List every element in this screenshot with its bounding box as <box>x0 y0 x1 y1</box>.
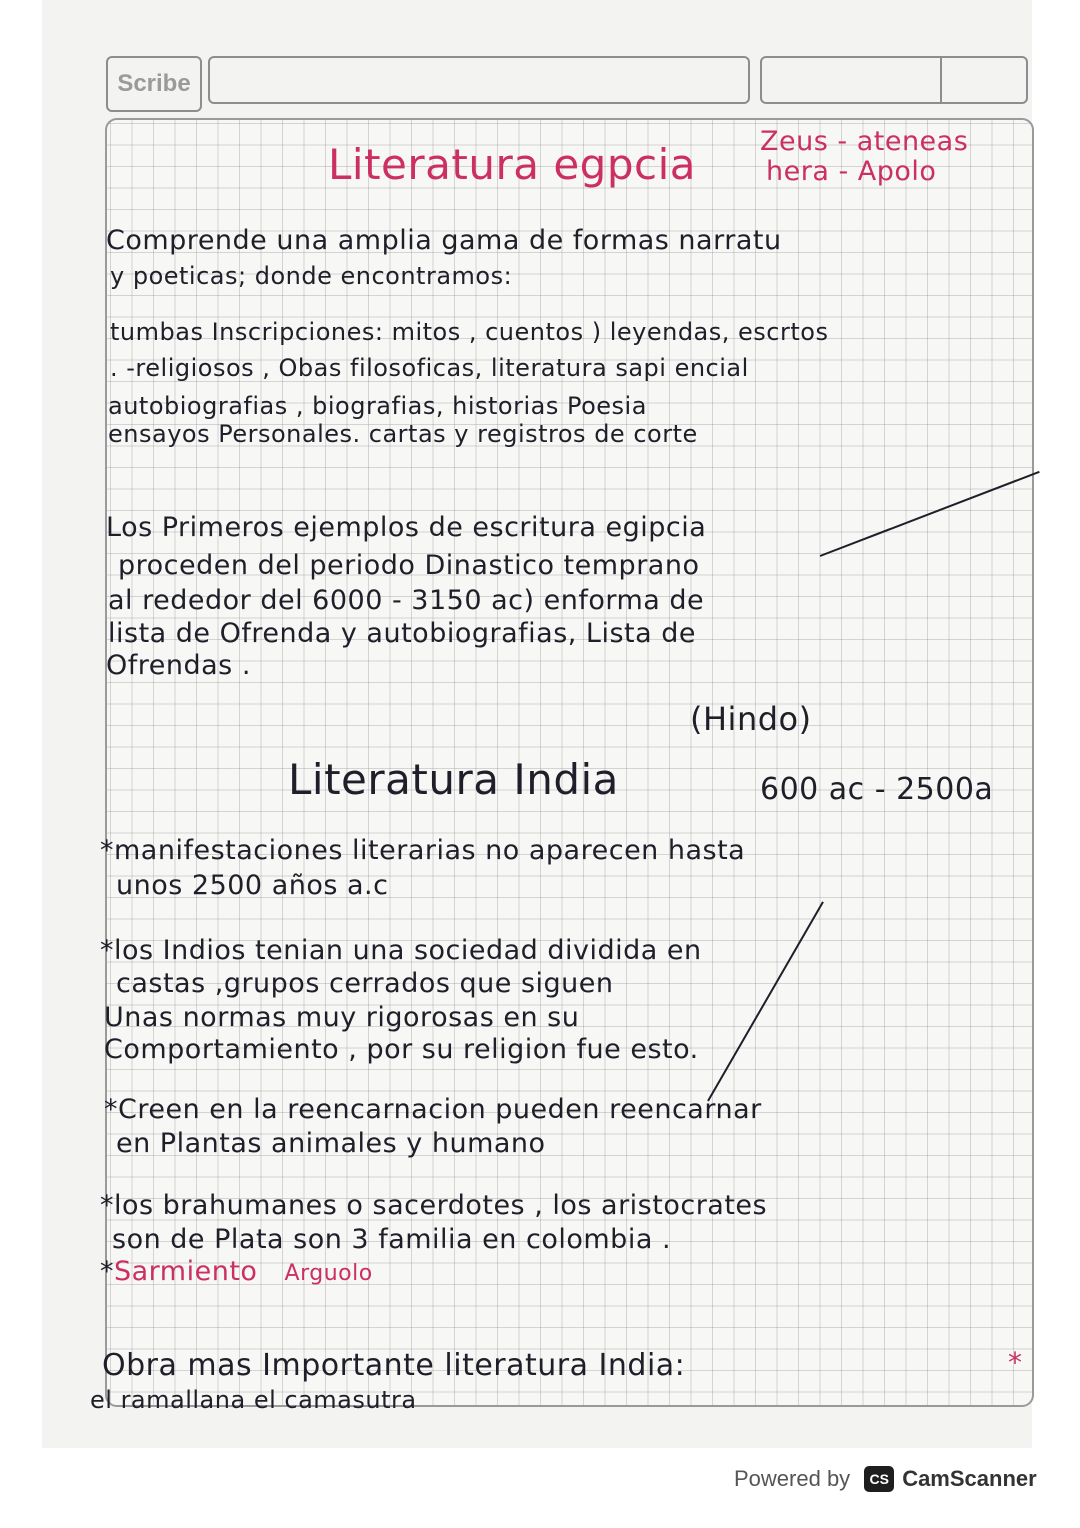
india-bullet-2-line-4: Comportamiento , por su religion fue esto. <box>104 1034 699 1065</box>
work-title: Obra mas Importante literatura India: <box>102 1348 686 1383</box>
title-field-box <box>208 56 750 104</box>
india-bullet-3-line-1: *Creen en la reencarnacion pueden reencarnar <box>104 1094 762 1125</box>
egypt-para2-line-5: Ofrendas . <box>106 650 251 681</box>
gods-line-1: Zeus - ateneas <box>760 126 969 157</box>
camscanner-watermark <box>734 1466 1037 1492</box>
camscanner-logo-icon: CS <box>864 1466 894 1492</box>
india-bullet-3-line-2: en Plantas animales y humano <box>116 1128 546 1159</box>
india-date-range: 600 ac - 2500a <box>760 772 994 807</box>
india-bullet-1-line-1: *manifestaciones literarias no aparecen hasta <box>100 835 746 866</box>
india-title: Literatura India <box>288 755 619 804</box>
date-field-box <box>760 56 1028 104</box>
family-bullet: * <box>100 1256 114 1287</box>
india-bullet-1-line-2: unos 2500 años a.c <box>116 870 389 901</box>
family-name-arguolo: Arguolo <box>284 1261 373 1286</box>
india-bullet-4-line-1: *los brahumanes o sacerdotes , los aristocrates <box>100 1190 768 1221</box>
egypt-line-6: ensayos Personales. cartas y registros de corte <box>108 420 698 448</box>
india-bullet-2-line-1: *los Indios tenian una sociedad dividida en <box>100 935 702 966</box>
egypt-line-5: autobiografias , biografias, historias Poesia <box>108 392 647 420</box>
family-name-sarmiento: Sarmiento <box>114 1256 258 1287</box>
work-items: el ramallana el camasutra <box>90 1386 417 1414</box>
egypt-line-3: tumbas Inscripciones: mitos , cuentos ) leyendas, escrtos <box>110 318 829 346</box>
india-bullet-4-line-2: son de Plata son 3 familia en colombia . <box>112 1224 672 1255</box>
egypt-line-1: Comprende una amplia gama de formas narratu <box>106 225 782 256</box>
india-note: (Hindo) <box>690 700 812 738</box>
india-bullet-2-line-2: castas ,grupos cerrados que siguen <box>116 968 614 999</box>
star-mark: * <box>1008 1346 1023 1379</box>
egypt-para2-line-1: Los Primeros ejemplos de escritura egipcia <box>106 512 707 543</box>
family-names <box>100 1256 373 1287</box>
egypt-title: Literatura egpcia <box>328 140 696 189</box>
egypt-line-4: . -religiosos , Obas filosoficas, literatura sapi encial <box>110 354 749 382</box>
gods-line-2: hera - Apolo <box>766 156 937 187</box>
india-bullet-2-line-3: Unas normas muy rigorosas en su <box>104 1002 580 1033</box>
egypt-para2-line-4: lista de Ofrenda y autobiografias, Lista de <box>108 618 696 649</box>
egypt-para2-line-3: al rededor del 6000 - 3150 ac) enforma de <box>108 585 705 616</box>
scribe-logo: Scribe <box>106 56 202 112</box>
egypt-line-2: y poeticas; donde encontramos: <box>110 262 513 290</box>
camscanner-brand: CamScanner <box>902 1466 1037 1491</box>
powered-by-label: Powered by <box>734 1466 851 1491</box>
egypt-para2-line-2: proceden del periodo Dinastico temprano <box>118 550 700 581</box>
